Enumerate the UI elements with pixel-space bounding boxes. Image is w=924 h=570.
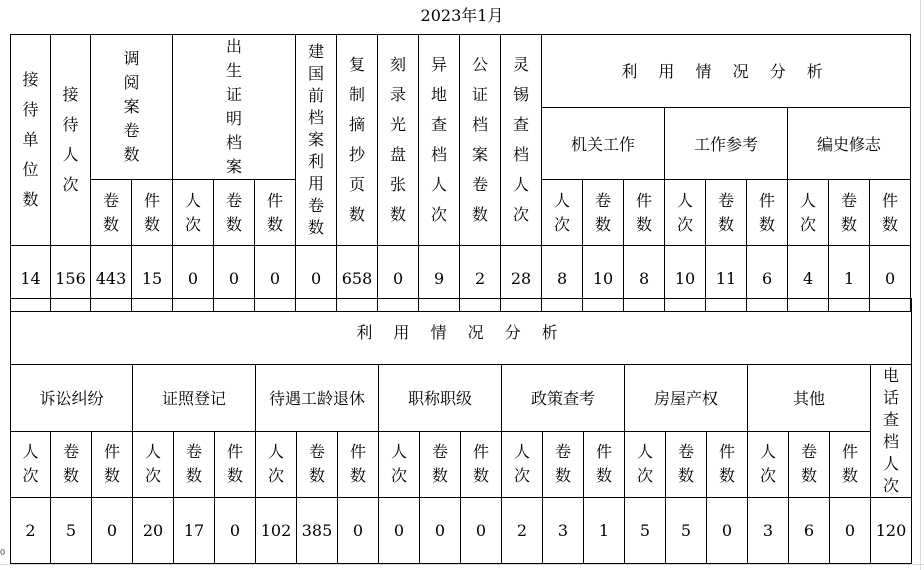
- header-reception-units: 接待单位数: [11, 35, 51, 246]
- subheader-renci: 人次: [625, 431, 666, 498]
- value-cell: 5: [51, 498, 92, 564]
- subheader-jian: 件数: [255, 180, 296, 246]
- value-cell: 8: [624, 246, 665, 312]
- subheader-juan: 卷数: [91, 180, 132, 246]
- header-birth-cert: 出生证明档案: [173, 35, 296, 180]
- value-cell: 11: [706, 246, 747, 312]
- value-cell: 0: [255, 246, 296, 312]
- value-cell: 10: [665, 246, 706, 312]
- edge-fragment: 0: [0, 548, 6, 557]
- usage-stats-table-1: [10, 34, 911, 312]
- header-remote-visits: 异地查档人次: [419, 35, 460, 246]
- value-cell: 0: [461, 498, 502, 564]
- value-cell: 0: [707, 498, 748, 564]
- value-cell: 5: [666, 498, 707, 564]
- subheader-juan: 卷数: [583, 180, 624, 246]
- value-cell: 2: [502, 498, 543, 564]
- value-cell: 0: [215, 498, 256, 564]
- header-consulted-files: 调阅案卷数: [91, 35, 173, 180]
- header-title-level: 职称职级: [379, 365, 502, 432]
- value-cell: 1: [584, 498, 625, 564]
- value-cell: 2: [460, 246, 501, 312]
- header-pre-founding: 建国前档案利用卷数: [296, 35, 337, 246]
- subheader-juan: 卷数: [51, 431, 92, 498]
- subheader-jian: 件数: [584, 431, 625, 498]
- value-cell: 0: [420, 498, 461, 564]
- subheader-juan: 卷数: [543, 431, 584, 498]
- subheader-jian: 件数: [338, 431, 379, 498]
- subheader-jian: 件数: [92, 431, 133, 498]
- header-other: 其他: [748, 365, 871, 432]
- value-cell: 0: [870, 246, 911, 312]
- subheader-juan: 卷数: [420, 431, 461, 498]
- usage-stats-table-2: [10, 298, 912, 564]
- subheader-juan: 卷数: [829, 180, 870, 246]
- value-cell: 9: [419, 246, 460, 312]
- subheader-juan: 卷数: [174, 431, 215, 498]
- subheader-renci: 人次: [256, 431, 297, 498]
- value-cell: 17: [174, 498, 215, 564]
- header-history: 编史修志: [788, 107, 911, 180]
- subheader-jian: 件数: [747, 180, 788, 246]
- value-cell: 28: [501, 246, 542, 312]
- subheader-juan: 卷数: [789, 431, 830, 498]
- report-title: 2023年1月: [420, 6, 504, 25]
- header-copies: 复制摘抄页数: [337, 35, 378, 246]
- subheader-juan: 卷数: [666, 431, 707, 498]
- value-cell: 5: [625, 498, 666, 564]
- value-cell: 120: [871, 498, 912, 564]
- subheader-renci: 人次: [542, 180, 583, 246]
- header-policy: 政策查考: [502, 365, 625, 432]
- value-cell: 20: [133, 498, 174, 564]
- header-work-ref: 工作参考: [665, 107, 788, 180]
- value-cell: 6: [789, 498, 830, 564]
- subheader-renci: 人次: [665, 180, 706, 246]
- header-usage-analysis: 利 用 情 况 分 析: [542, 35, 911, 108]
- value-cell: 385: [297, 498, 338, 564]
- header-housing: 房屋产权: [625, 365, 748, 432]
- subheader-jian: 件数: [132, 180, 173, 246]
- value-cell: 8: [542, 246, 583, 312]
- header-reception-visits: 接待人次: [51, 35, 91, 246]
- header-retirement: 待遇工龄退休: [256, 365, 379, 432]
- subheader-juan: 卷数: [214, 180, 255, 246]
- value-cell: 443: [91, 246, 132, 312]
- subheader-renci: 人次: [748, 431, 789, 498]
- subheader-renci: 人次: [788, 180, 829, 246]
- value-cell: 0: [173, 246, 214, 312]
- value-cell: 0: [214, 246, 255, 312]
- value-cell: 6: [747, 246, 788, 312]
- header-litigation: 诉讼纠纷: [11, 365, 133, 432]
- value-cell: 15: [132, 246, 173, 312]
- subheader-jian: 件数: [624, 180, 665, 246]
- subheader-renci: 人次: [133, 431, 174, 498]
- value-cell: 658: [337, 246, 378, 312]
- subheader-jian: 件数: [215, 431, 256, 498]
- header-lingxi-visits: 灵锡查档人次: [501, 35, 542, 246]
- header-notary-files: 公证档案卷数: [460, 35, 501, 246]
- subheader-renci: 人次: [173, 180, 214, 246]
- subheader-jian: 件数: [830, 431, 871, 498]
- value-cell: 2: [11, 498, 51, 564]
- value-cell: 0: [830, 498, 871, 564]
- value-cell: 3: [543, 498, 584, 564]
- value-cell: 1: [829, 246, 870, 312]
- value-cell: 0: [296, 246, 337, 312]
- header-phone-visits: 电话查档人次: [871, 365, 912, 498]
- value-cell: 0: [338, 498, 379, 564]
- header-org-work: 机关工作: [542, 107, 665, 180]
- header-certificate: 证照登记: [133, 365, 256, 432]
- subheader-renci: 人次: [379, 431, 420, 498]
- subheader-renci: 人次: [502, 431, 543, 498]
- subheader-jian: 件数: [870, 180, 911, 246]
- value-cell: 0: [378, 246, 419, 312]
- header-usage-analysis-2: 利 用 情 况 分 析: [11, 299, 912, 365]
- value-cell: 0: [92, 498, 133, 564]
- value-cell: 4: [788, 246, 829, 312]
- header-discs: 刻录光盘张数: [378, 35, 419, 246]
- value-cell: 0: [379, 498, 420, 564]
- subheader-juan: 卷数: [297, 431, 338, 498]
- value-cell: 3: [748, 498, 789, 564]
- value-cell: 14: [11, 246, 51, 312]
- value-cell: 156: [51, 246, 91, 312]
- subheader-juan: 卷数: [706, 180, 747, 246]
- subheader-renci: 人次: [11, 431, 51, 498]
- subheader-jian: 件数: [461, 431, 502, 498]
- value-cell: 10: [583, 246, 624, 312]
- subheader-jian: 件数: [707, 431, 748, 498]
- value-cell: 102: [256, 498, 297, 564]
